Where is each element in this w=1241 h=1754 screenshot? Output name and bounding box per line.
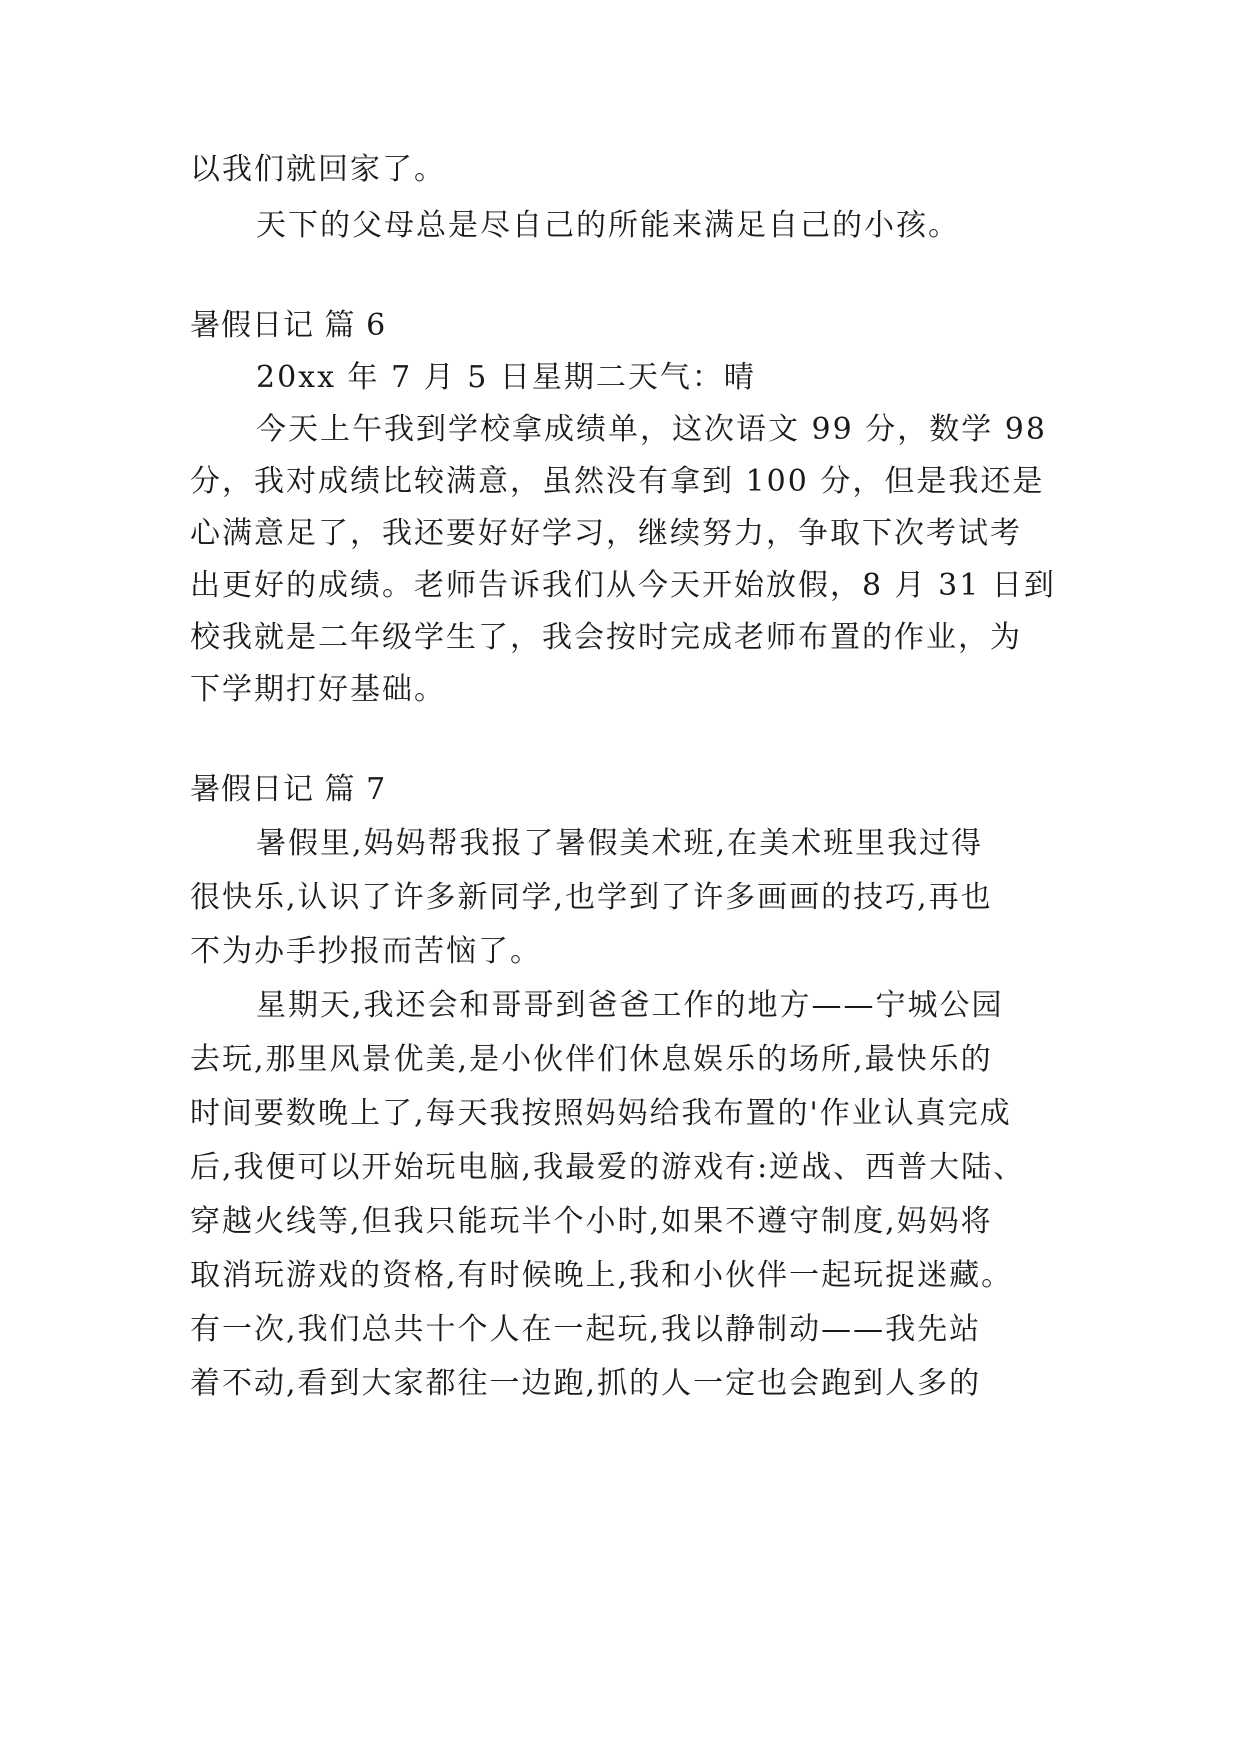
paragraph-line: 心满意足了，我还要好好学习，继续努力，争取下次考试考 (190, 516, 1022, 551)
paragraph-line: 很快乐,认识了许多新同学,也学到了许多画画的技巧,再也 (190, 880, 993, 915)
paragraph-line: 有一次,我们总共十个人在一起玩,我以静制动——我先站 (190, 1312, 982, 1347)
paragraph-line: 天下的父母总是尽自己的所能来满足自己的小孩。 (256, 208, 960, 243)
paragraph-line: 分，我对成绩比较满意，虽然没有拿到 100 分，但是我还是 (190, 464, 1045, 499)
paragraph-line: 暑假里,妈妈帮我报了暑假美术班,在美术班里我过得 (256, 826, 984, 861)
section-heading: 暑假日记 篇 7 (190, 772, 387, 807)
paragraph-line: 以我们就回家了。 (190, 152, 446, 187)
paragraph-line: 去玩,那里风景优美,是小伙伴们休息娱乐的场所,最快乐的 (190, 1042, 993, 1077)
paragraph-line: 出更好的成绩。老师告诉我们从今天开始放假，8 月 31 日到 (190, 568, 1056, 603)
date-line: 20xx 年 7 月 5 日星期二天气：晴 (256, 360, 756, 395)
paragraph-line: 今天上午我到学校拿成绩单，这次语文 99 分，数学 98 (256, 412, 1047, 447)
paragraph-line: 着不动,看到大家都往一边跑,抓的人一定也会跑到人多的 (190, 1366, 982, 1401)
paragraph-line: 校我就是二年级学生了，我会按时完成老师布置的作业，为 (190, 620, 1022, 655)
paragraph-line: 取消玩游戏的资格,有时候晚上,我和小伙伴一起玩捉迷藏。 (190, 1258, 1014, 1293)
paragraph-line: 穿越火线等,但我只能玩半个小时,如果不遵守制度,妈妈将 (190, 1204, 993, 1239)
paragraph-line: 下学期打好基础。 (190, 672, 446, 707)
paragraph-line: 不为办手抄报而苦恼了。 (190, 934, 542, 969)
section-heading: 暑假日记 篇 6 (190, 308, 387, 343)
paragraph-line: 后,我便可以开始玩电脑,我最爱的游戏有:逆战、西普大陆、 (190, 1150, 1026, 1185)
paragraph-line: 时间要数晚上了,每天我按照妈妈给我布置的'作业认真完成 (190, 1096, 1012, 1131)
paragraph-line: 星期天,我还会和哥哥到爸爸工作的地方——宁城公园 (256, 988, 1004, 1023)
